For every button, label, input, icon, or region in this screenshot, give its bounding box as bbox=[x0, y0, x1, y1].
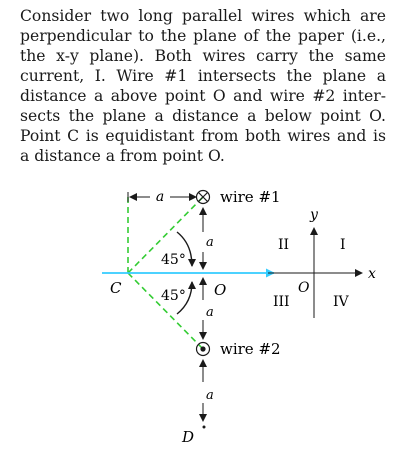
x-axis-label: x bbox=[368, 266, 376, 282]
upper-distance-label: a bbox=[206, 235, 214, 250]
point-d-dot bbox=[203, 426, 206, 429]
y-axis-label: y bbox=[310, 207, 318, 223]
problem-line: sects the plane a distance a below point O. bbox=[20, 107, 386, 125]
lower-distance-label: a bbox=[206, 388, 214, 403]
upper-angle-label: 45° bbox=[161, 252, 186, 268]
quadrant-i-label: I bbox=[340, 237, 346, 253]
problem-line: distance a above point O and wire #2 inter- bbox=[20, 87, 386, 105]
point-c-label: C bbox=[110, 279, 122, 297]
quadrant-iv-label: IV bbox=[333, 294, 349, 310]
problem-line: the x-y plane). Both wires carry the same bbox=[20, 47, 386, 65]
problem-line: perpendicular to the plane of the paper (i.e., bbox=[20, 27, 386, 45]
quadrant-ii-label: II bbox=[278, 237, 290, 253]
wire2-out-of-page-icon bbox=[197, 343, 210, 356]
middle-distance-label: a bbox=[206, 305, 214, 320]
point-d-label: D bbox=[182, 428, 195, 446]
wire1-into-page-icon bbox=[197, 191, 210, 204]
point-o-label: O bbox=[214, 281, 227, 299]
problem-line: a distance a from point O. bbox=[20, 147, 225, 165]
top-distance-label: a bbox=[155, 189, 165, 205]
problem-line: Point C is equidistant from both wires and is bbox=[20, 127, 386, 145]
problem-line: current, I. Wire #1 intersects the plane a bbox=[20, 67, 386, 85]
quadrant-origin-label: O bbox=[298, 280, 310, 296]
wire2-label: wire #2 bbox=[220, 340, 281, 358]
problem-line: Consider two long parallel wires which are bbox=[20, 7, 386, 25]
quadrant-iii-label: III bbox=[273, 294, 290, 310]
wire1-label: wire #1 bbox=[220, 188, 281, 206]
lower-angle-label: 45° bbox=[161, 288, 186, 304]
